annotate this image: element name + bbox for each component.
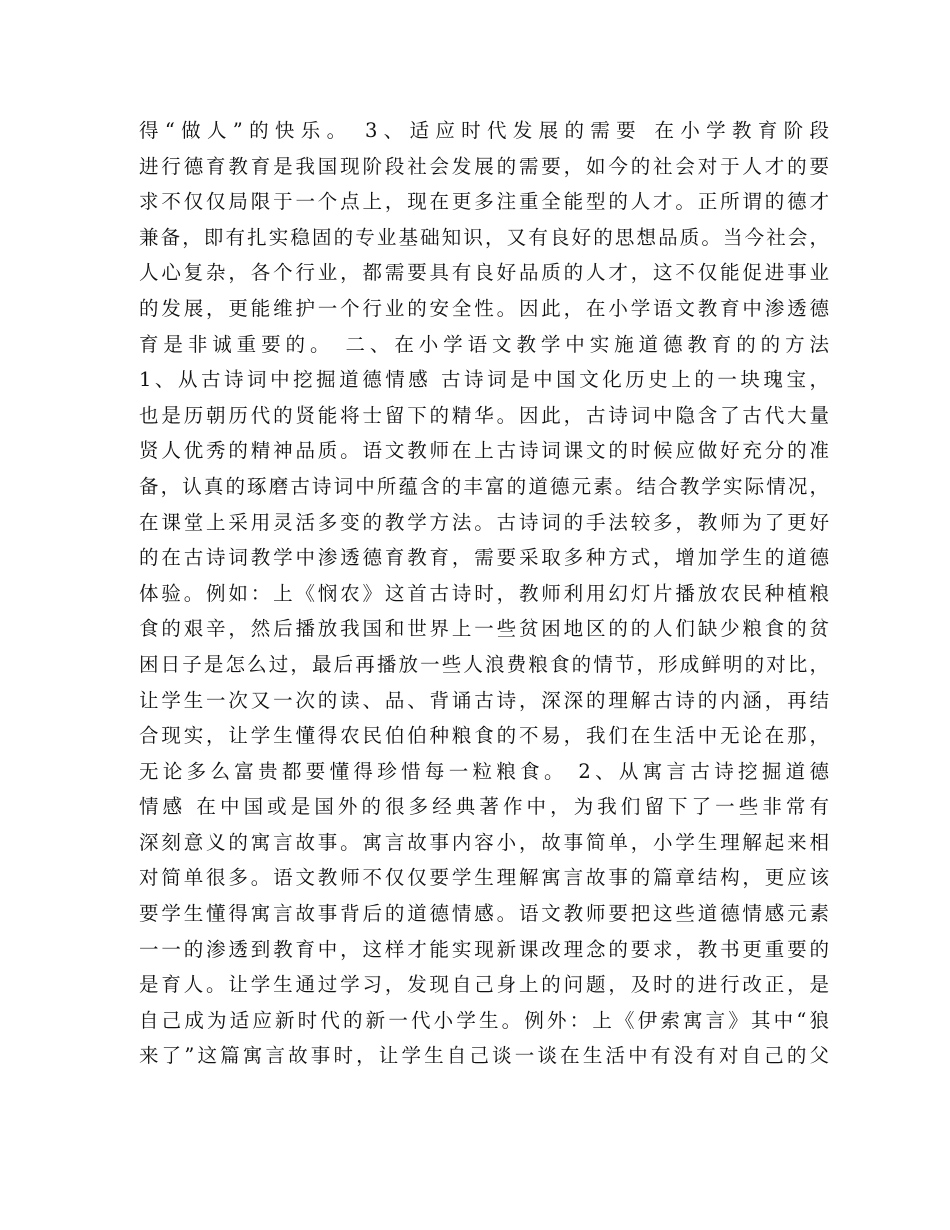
text-line: 兼备，即有扎实稳固的专业基础知识，又有良好的思想品质。当今社会， [139,225,829,249]
text-line: 进行德育教育是我国现阶段社会发展的需要，如今的社会对于人才的要 [139,154,829,178]
text-line: 也是历朝历代的贤能将士留下的精华。因此，古诗词中隐含了古代大量 [139,403,829,427]
text-line: 贤人优秀的精神品质。语文教师在上古诗词课文的时候应做好充分的准 [139,439,829,463]
text-line: 体验。例如：上《悯农》这首古诗时，教师利用幻灯片播放农民种植粮 [139,581,829,605]
text-line: 要学生懂得寓言故事背后的道德情感。语文教师要把这些道德情感元素 [139,902,829,926]
text-line: 自己成为适应新时代的新一代小学生。例外：上《伊索寓言》其中“狼 [139,1008,829,1032]
text-line: 备，认真的琢磨古诗词中所蕴含的丰富的道德元素。结合教学实际情况， [139,474,829,498]
text-line: 在课堂上采用灵活多变的教学方法。古诗词的手法较多，教师为了更好 [139,510,829,534]
text-line: 情感 在中国或是国外的很多经典著作中，为我们留下了一些非常有 [139,795,829,819]
text-line: 让学生一次又一次的读、品、背诵古诗，深深的理解古诗的内涵，再结 [139,688,829,712]
text-line: 得“做人”的快乐。 3、适应时代发展的需要 在小学教育阶段 [139,119,829,142]
text-line: 困日子是怎么过，最后再播放一些人浪费粮食的情节，形成鲜明的对比， [139,652,829,676]
text-line: 深刻意义的寓言故事。寓言故事内容小，故事简单，小学生理解起来相 [139,830,829,854]
text-line: 1、从古诗词中挖掘道德情感 古诗词是中国文化历史上的一块瑰宝， [139,368,829,392]
text-line: 对简单很多。语文教师不仅仅要学生理解寓言故事的篇章结构，更应该 [139,866,829,890]
text-line: 一一的渗透到教育中，这样才能实现新课改理念的要求，教书更重要的 [139,937,829,961]
body-text [139,113,829,1074]
text-line: 合现实，让学生懂得农民伯伯种粮食的不易，我们在生活中无论在那， [139,724,829,748]
text-line: 的发展，更能维护一个行业的安全性。因此，在小学语文教育中渗透德 [139,296,829,320]
text-line: 求不仅仅局限于一个点上，现在更多注重全能型的人才。正所谓的德才 [139,190,829,214]
text-line: 食的艰辛，然后播放我国和世界上一些贫困地区的的人们缺少粮食的贫 [139,617,829,641]
text-line: 育是非诚重要的。 二、在小学语文教学中实施道德教育的的方法 [139,332,829,356]
text-line: 无论多么富贵都要懂得珍惜每一粒粮食。 2、从寓言古诗挖掘道德 [139,759,829,783]
text-line: 人心复杂，各个行业，都需要具有良好品质的人才，这不仅能促进事业 [139,261,829,285]
text-line: 是育人。让学生通过学习，发现自己身上的问题，及时的进行改正，是 [139,973,829,997]
text-line: 来了”这篇寓言故事时，让学生自己谈一谈在生活中有没有对自己的父 [139,1044,829,1068]
text-line: 的在古诗词教学中渗透德育教育，需要采取多种方式，增加学生的道德 [139,546,829,570]
